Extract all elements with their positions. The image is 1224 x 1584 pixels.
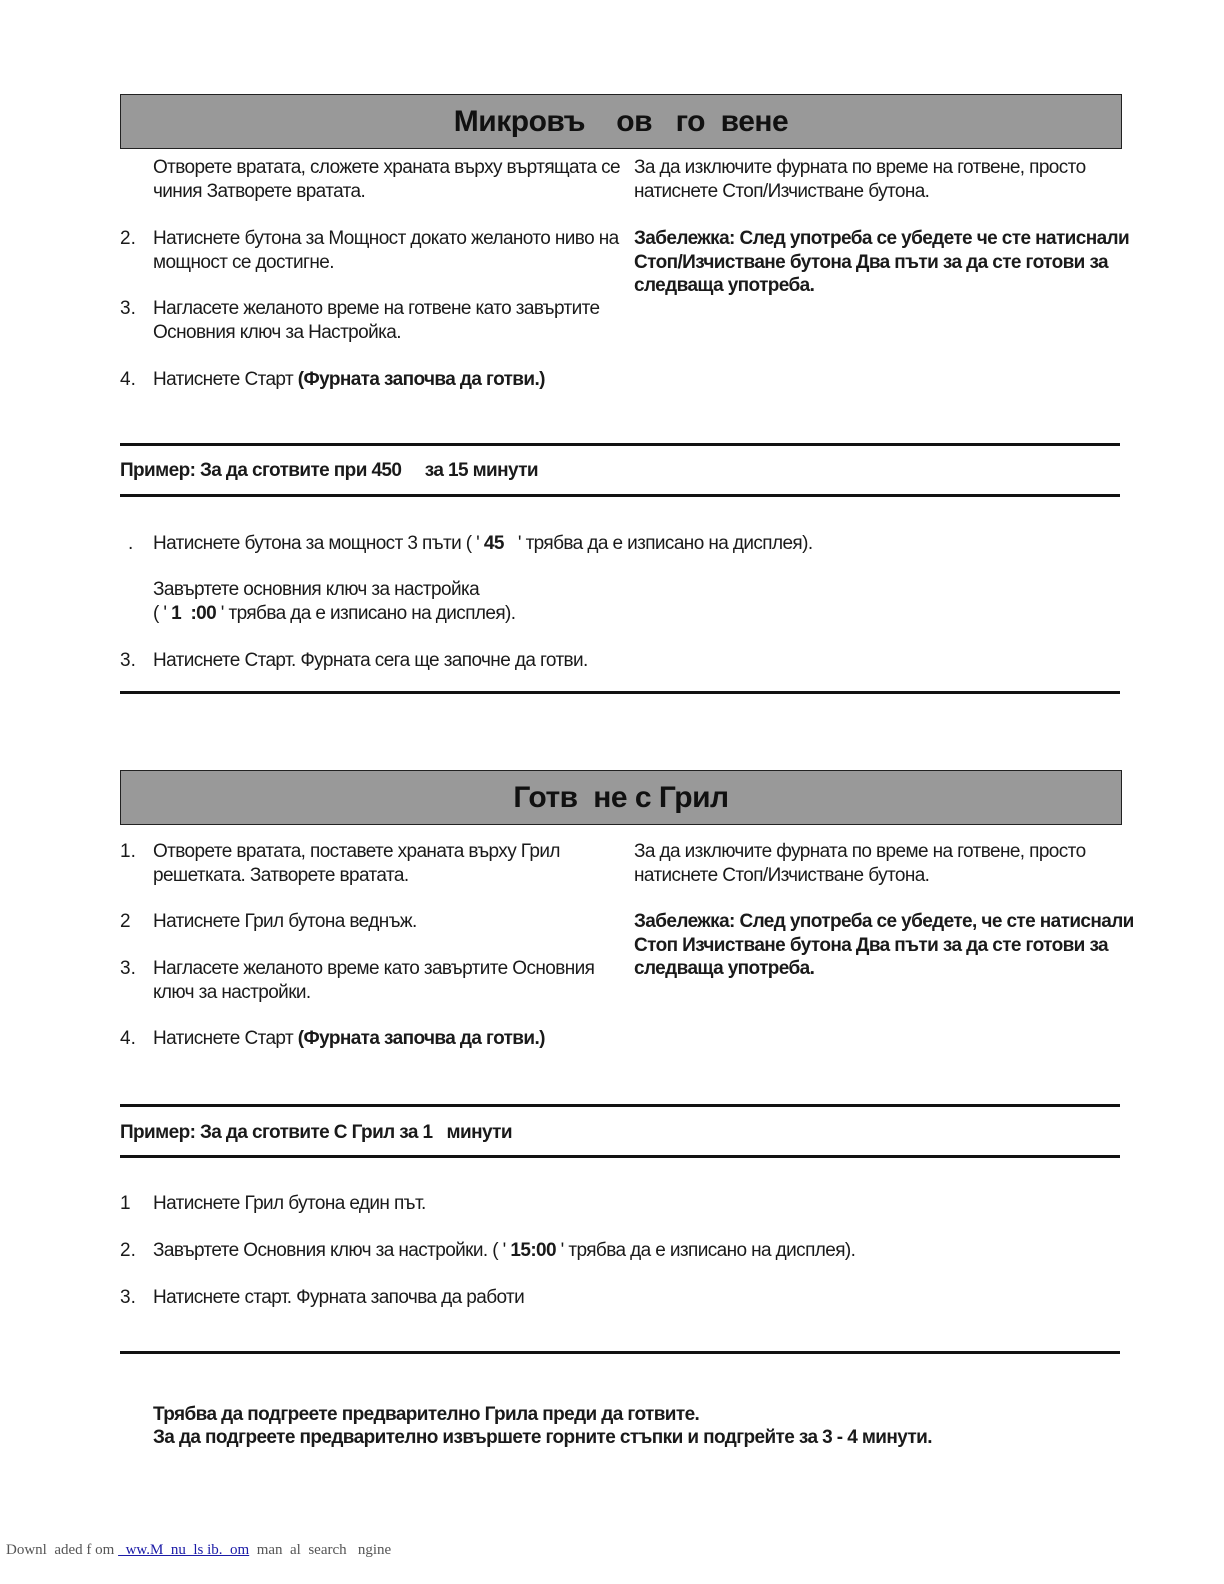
grill-example-step-3: Натиснете старт. Фурната започва да работи [153,1287,525,1308]
step-1-line-1: Отворете вратата, сложете храната върху въртящата се [153,157,621,178]
display-value: 45 [479,533,509,554]
grill-step-4-bold: (Фурната започва да готви.) [297,1028,545,1049]
display-value: 1 :00 [166,603,221,624]
step-number: 2 [120,911,131,932]
example-step-2-post: ' трябва да е изписано на дисплея). [220,603,516,624]
divider [120,494,1120,497]
example-step-1 [153,532,813,556]
stop-info-line-2: натиснете Стоп/Изчистване бутона. [634,181,930,202]
step-number: . [128,533,134,554]
step-3-line-1: Нагласете желаното време на готвене като завъртите [153,298,600,319]
grill-note-line-2: Стоп Изчистване бутона Два пъти за да сте готови за [634,935,1109,956]
step-number: 3. [120,958,136,979]
grill-example-step-2-post: ' трябва да е изписано на дисплея). [560,1240,856,1261]
step-4-bold: (Фурната започва да готви.) [297,369,545,390]
grill-example-title: Пример: За да сготвите С Грил за 1 минути [120,1122,512,1143]
step-number: 2. [120,1240,136,1261]
step-number: 4. [120,1028,136,1049]
step-4 [153,368,545,392]
step-number: 3. [120,1287,136,1308]
grill-step-4 [153,1027,545,1051]
step-number: 4. [120,369,136,390]
example-step-3: Натиснете Старт. Фурната сега ще започне да готви. [153,650,588,671]
note-line-1: Забележка: След употреба се убедете че сте натиснали [634,228,1130,249]
example-title: Пример: За да сготвите при 450 за 15 минути [120,460,538,481]
grill-step-1-line-1: Отворете вратата, поставете храната върху Грил [153,841,560,862]
grill-step-4-text: Натиснете Старт [153,1028,298,1049]
display-value: 15:00 [505,1240,561,1261]
grill-example-step-1: Натиснете Грил бутона един път. [153,1193,426,1214]
note-line-2: Стоп/Изчистване бутона Два пъти за да сте готови за [634,252,1109,273]
section-title: Микровъ ов го вене [453,104,789,138]
footer-suffix: man al search ngine [249,1542,392,1558]
grill-note-line-3: следваща употреба. [634,958,815,979]
preheat-line-1: Трябва да подгреете предварително Грила преди да готвите. [153,1404,700,1425]
divider [120,443,1120,446]
example-step-2-line-2 [153,602,515,626]
example-step-1-post: ' трябва да е изписано на дисплея). [508,533,813,554]
divider [120,1104,1120,1107]
example-step-1-pre: Натиснете бутона за мощност 3 пъти ( ' [153,533,480,554]
step-number: 3. [120,650,136,671]
section-header-microwave [120,94,1122,149]
step-2-line-1: Натиснете бутона за Мощност докато желаното ниво на [153,228,619,249]
grill-example-step-2-pre: Завъртете Основния ключ за настройки. ( ' [153,1240,506,1261]
divider [120,1155,1120,1158]
footer [6,1542,391,1559]
grill-note-line-1: Забележка: След употреба се убедете, че сте натиснали [634,911,1134,932]
step-number: 1. [120,841,136,862]
footer-prefix: Downl aded f om [6,1542,119,1558]
grill-step-2: Натиснете Грил бутона веднъж. [153,911,417,932]
example-step-2-pre: ( ' [153,603,167,624]
step-2-line-2: мощност се достигне. [153,252,334,273]
step-4-text: Натиснете Старт [153,369,298,390]
grill-stop-info-line-1: За да изключите фурната по време на готвене, просто [634,841,1086,862]
divider [120,691,1120,694]
grill-step-3-line-1: Нагласете желаното време като завъртите Основния [153,958,595,979]
preheat-line-2: За да подгреете предварително извършете горните стъпки и подгрейте за 3 - 4 минути. [153,1427,932,1448]
grill-step-3-line-2: ключ за настройки. [153,982,311,1003]
section-header-grill [120,770,1122,825]
step-number: 1 [120,1193,131,1214]
grill-example-step-2 [153,1239,855,1263]
step-number: 3. [120,298,136,319]
grill-step-1-line-2: решетката. Затворете вратата. [153,865,409,886]
step-number: 2. [120,228,136,249]
stop-info-line-1: За да изключите фурната по време на готвене, просто [634,157,1086,178]
footer-link[interactable]: ww.M nu ls ib. om [118,1542,250,1558]
example-step-2-line-1: Завъртете основния ключ за настройка [153,579,480,600]
note-line-3: следваща употреба. [634,275,815,296]
step-1-line-2: чиния Затворете вратата. [153,181,366,202]
section-title: Готв не с Грил [513,780,729,814]
step-3-line-2: Основния ключ за Настройка. [153,322,401,343]
grill-stop-info-line-2: натиснете Стоп/Изчистване бутона. [634,865,930,886]
divider [120,1351,1120,1354]
